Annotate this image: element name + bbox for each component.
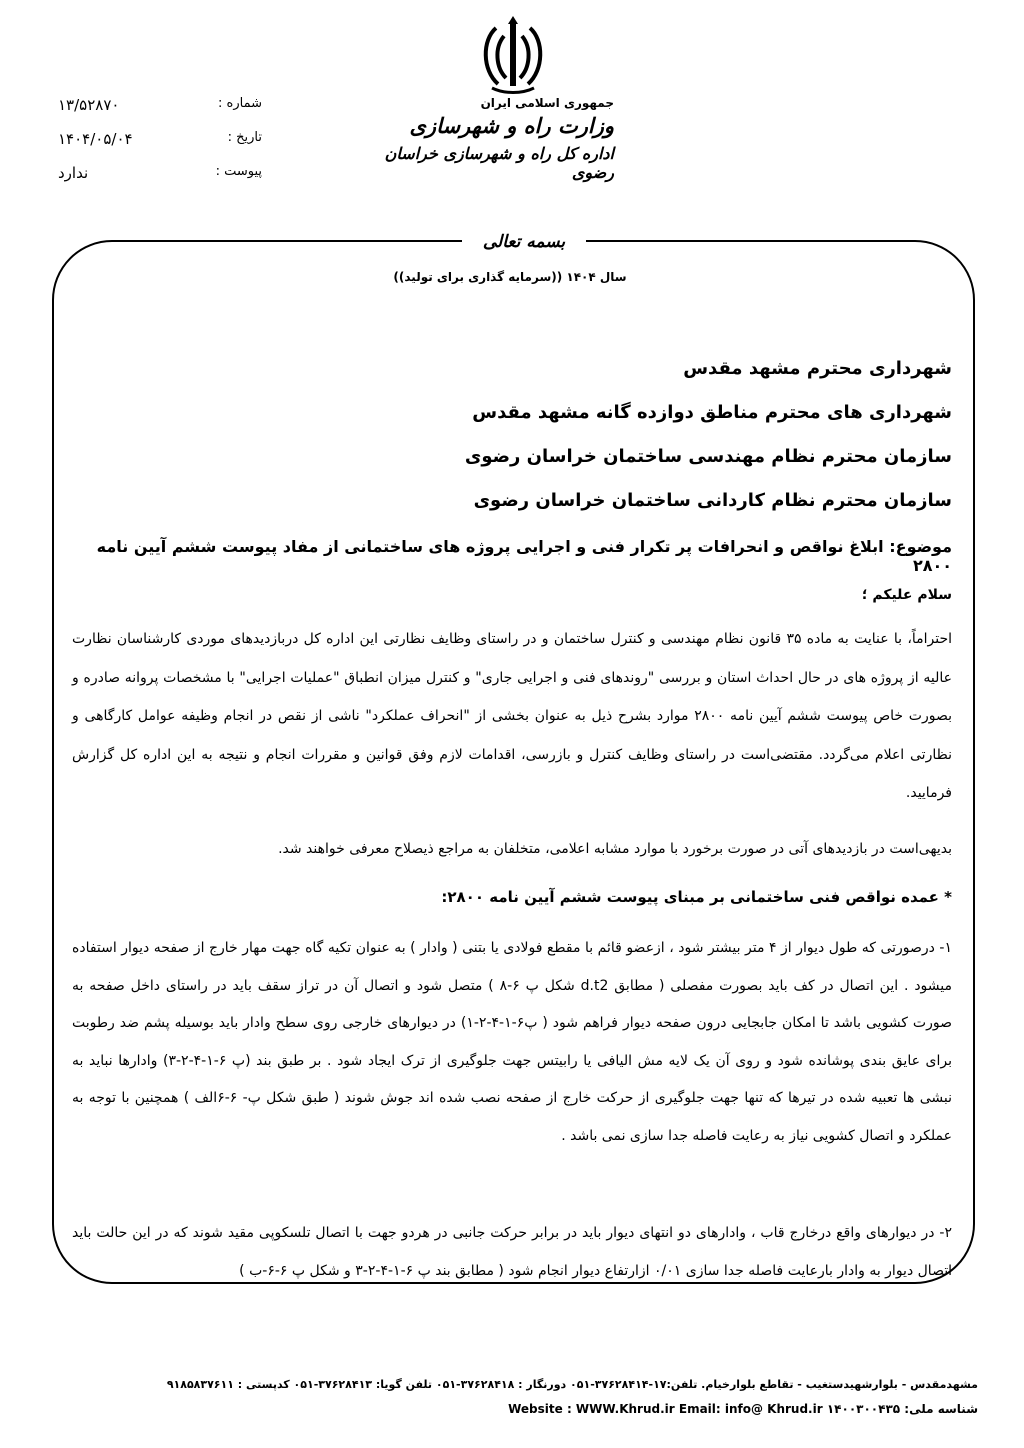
addressee-2: شهرداری های محترم مناطق دوازده گانه مشهد مقدس (472, 402, 952, 423)
letter-subject: موضوع: ابلاغ نواقص و انحرافات پر تکرار فنی و اجرایی پروژه های ساختمانی از مفاد پیوست ششم آیین نامه ۲۸۰۰ (96, 537, 952, 575)
defect-item-2: ۲- در دیوارهای واقع درخارج قاب ، وادارهای دو انتهای دیوار باید در برابر حرکت جانبی در هردو جهت با اتصال تلسکوپی مقید شوند که در این حالت باید اتصال دیوار به وادار بارعایت فاصله جدا سازی ۰/۰۱ ازارتفاع دیوار انجام شود ( مطابق بند پ ۶-۱-۴-۲-۳ و شکل پ ۶-۶-ب ) (72, 1225, 952, 1279)
greeting: سلام علیکم ؛ (861, 587, 952, 603)
letter-attachment-row (52, 164, 262, 198)
letter-attachment-value: ندارد (58, 164, 89, 182)
country-name: جمهوری اسلامی ایران (480, 96, 614, 110)
addressee-3: سازمان محترم نظام مهندسی ساختمان خراسان رضوی (464, 446, 952, 467)
ministry-header (364, 96, 614, 182)
bismillah-heading: بسمه تعالی (482, 232, 566, 252)
footer-contact (44, 1402, 978, 1416)
defect-item-1: ۱- درصورتی که طول دیوار از ۴ متر بیشتر شود ، ازعضو قائم با مقطع فولادی یا بتنی ( وادار ) به عنوان تکیه گاه جهت مهار خارج از صفحه دیوار استفاده میشود . این اتصال در کف باید بصورت مفصلی ( مطابق d.t2 شکل پ ۶-۸ ) متصل شود و اتصال آن در تراز سقف باید در راستای داخل صفحه به صورت کشویی باشد تا امکان جابجایی درون صفحه دیوار فراهم شود ( پ۶-۱-۴-۲-۱) در دیوارهای خارجی روی سطح وادار باید بوسیله پشم ضد رطوبت برای عایق بندی پوشانده شود و روی آن یک لایه مش الیافی یا رابیتس جهت جلوگیری از ترک ایجاد شود . بر طبق بند (پ ۶-۱-۴-۲-۳) وادارها نباید به نبشی ها تعبیه شده در تیرها که تنها جهت جلوگیری از حرکت خارج از صفحه نصب شده اند جوش شوند ( طبق شکل پ- ۶-۶الف ) همچنین با توجه به عملکرد و اتصال کشویی نیاز به رعایت فاصله جدا سازی نمی باشد . (72, 940, 953, 1144)
letter-date-row (52, 130, 262, 164)
iran-emblem-logo (478, 14, 548, 96)
body-paragraph-2: بدیهی‌است در بازدیدهای آتی در صورت برخورد با موارد مشابه اعلامی، متخلفان به مراجع ذیصلاح معرفی خواهند شد. (278, 841, 952, 857)
ministry-name: وزارت راه و شهرسازی (409, 114, 614, 138)
office-name: اداره کل راه و شهرسازی خراسان رضوی (384, 144, 614, 182)
addressee-4: سازمان محترم نظام کاردانی ساختمان خراسان رضوی (473, 490, 952, 511)
footer-address: مشهدمقدس - بلوارشهیدستغیب - تقاطع بلوارخیام. تلفن:۱۷-۳۷۶۲۸۴۱۴-۰۵۱ دورنگار : ۳۷۶۲۸۴۱۸-۰۵۱ تلفن گویا: ۳۷۶۲۸۴۱۳-۰۵۱ کدپستی : ۹۱۸۵۸۳۷۶۱۱ (166, 1378, 978, 1391)
letter-attachment-label: پیوست : (215, 164, 262, 179)
letter-date-label: تاریخ : (227, 130, 262, 145)
letter-meta (52, 96, 262, 198)
body-paragraph-1: احتراماً، با عنایت به ماده ۳۵ قانون نظام مهندسی و کنترل ساختمان و در راستای وظایف نظارتی این اداره کل دربازدیدهای موردی کارشناسان نظارت عالیه از پروژه های در حال احداث استان و بررسی "روندهای فنی و اجرایی جاری" و کنترل میزان انطباق "عملیات اجرایی" با مشخصات پروانه صادره و بصورت خاص پیوست ششم آیین نامه ۲۸۰۰ موارد بشرح ذیل به عنوان بخشی از "انحراف عملکرد" ناشی از نقص در انجام وظیفه عوامل کارگاهی و نظارتی اعلام می‌گردد. مقتضی‌است در راستای وظایف کنترل و بازرسی، اقدامات لازم وفق قوانین و مقررات انجام و نتیجه به این اداره کل گزارش فرمایید. (72, 631, 952, 801)
addressee-1: شهرداری محترم مشهد مقدس (683, 358, 952, 379)
defects-heading: * عمده نواقص فنی ساختمانی بر مبنای پیوست ششم آیین نامه ۲۸۰۰: (441, 888, 952, 906)
footer-web-email[interactable]: Website : WWW.Khrud.ir Email: info@ Khrud.ir (508, 1402, 823, 1416)
year-slogan: سال ۱۴۰۴ ((سرمایه گذاری برای تولید)) (393, 270, 627, 284)
footer-national-id: شناسه ملی: ۱۴۰۰۳۰۰۴۳۵ (826, 1402, 978, 1416)
letter-date-value: ۱۴۰۴/۰۵/۰۴ (58, 130, 133, 148)
letter-number-value: ۱۳/۵۲۸۷۰ (58, 96, 120, 114)
letter-number-label: شماره : (218, 96, 262, 111)
letter-number-row (52, 96, 262, 130)
